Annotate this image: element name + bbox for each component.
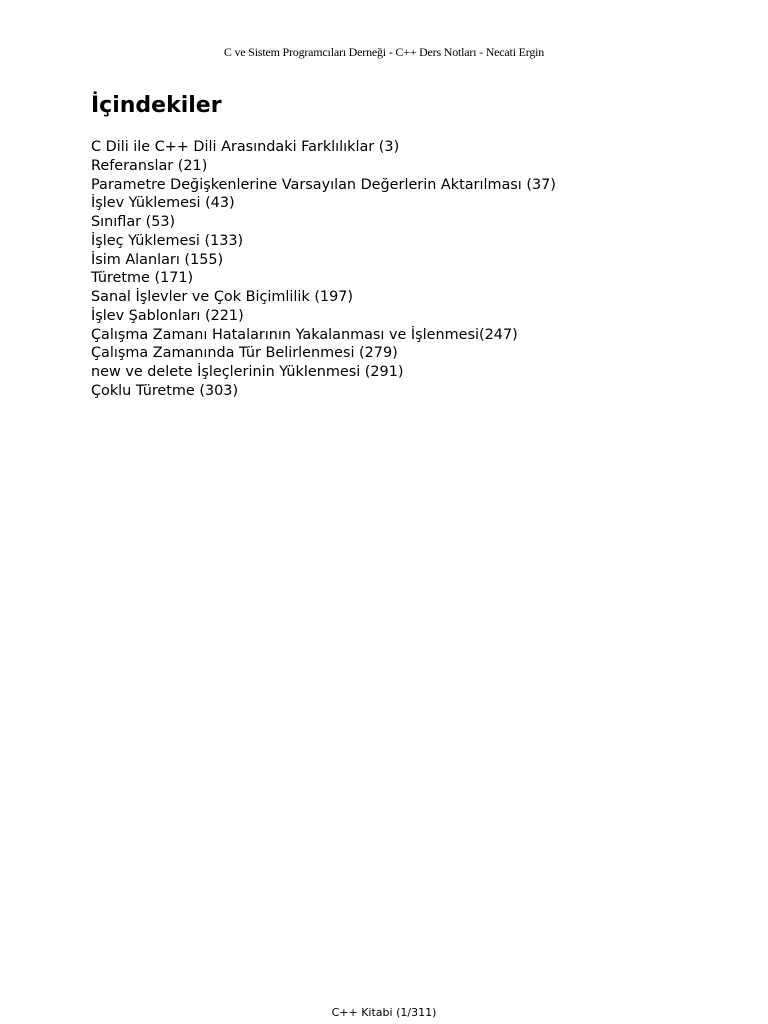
toc-entry: Türetme (171): [91, 270, 194, 287]
toc-entry: Sınıflar (53): [91, 214, 176, 230]
toc-entry: İşleç Yüklemesi (133): [91, 232, 244, 249]
toc-heading: İçindekiler: [91, 93, 222, 118]
running-header: C ve Sistem Programcıları Derneği - C++ Ders Notları - Necati Ergin: [223, 45, 545, 59]
toc-entry: İşlev Yüklemesi (43): [91, 195, 235, 212]
toc-entry: Çalışma Zamanında Tür Belirlenmesi (279): [91, 345, 398, 362]
toc-entry: İsim Alanları (155): [91, 251, 224, 268]
toc-entry: Çoklu Türetme (303): [91, 382, 239, 399]
toc-entry: C Dili ile C++ Dili Arasındaki Farklılıklar (3): [91, 139, 400, 155]
toc-entry: Referanslar (21): [91, 157, 208, 174]
toc-entry: Çalışma Zamanı Hatalarının Yakalanması ve İşlenmesi(247): [91, 326, 518, 343]
toc-entry: new ve delete İşleçlerinin Yüklenmesi (291): [91, 364, 404, 380]
toc-entry: Sanal İşlevler ve Çok Biçimlilik (197): [91, 289, 354, 305]
toc-entry: Parametre Değişkenlerine Varsayılan Değerlerin Aktarılması (37): [91, 176, 556, 193]
toc-list: [91, 138, 711, 401]
page-footer: C++ Kitabi (1/311): [331, 1006, 437, 1019]
toc-entry: İşlev Şablonları (221): [91, 307, 244, 324]
